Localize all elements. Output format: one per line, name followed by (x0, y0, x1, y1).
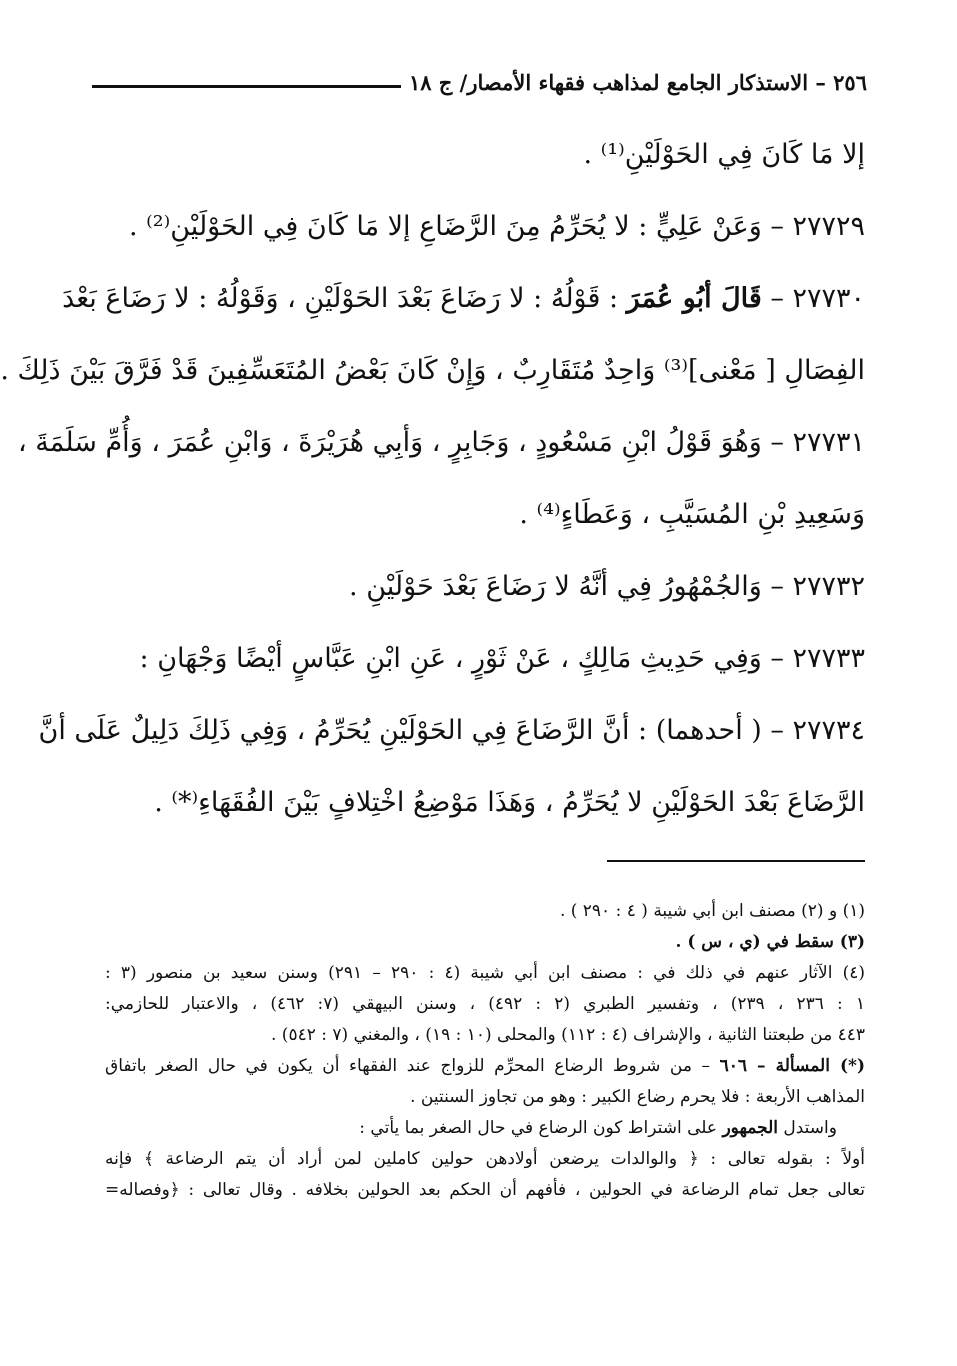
footnote-separator (607, 860, 865, 862)
paragraph-number: ٢٧٧٣٠ – (761, 283, 865, 314)
footnote-text: ٤٤٣ من طبعتنا الثانية ، والإشراف (٤ : ١١٢) والمحلى (١٠ : ١٩) ، والمغني (٧ : ٥٤٢) . (270, 1025, 865, 1045)
paragraph-27729 (105, 207, 865, 279)
footnote-text: تعالى جعل تمام الرضاعة في الحولين ، فأفهم أن الحكم بعد الحولين بخلافه . وقال تعالى : ﴿وفصاله= (105, 1180, 865, 1200)
footnote-4-line2 (105, 993, 865, 1024)
paragraph-27731 (17, 423, 865, 495)
footnote-text: (١) و (٢) مصنف ابن أبي شيبة ( ٤ : ٢٩٠ ) . (559, 901, 865, 921)
footnote-text: – من شروط الرضاع المحرِّم للزواج عند الفقهاء أن يكون في حال الصغر باتفاق (105, 1056, 720, 1076)
main-text (0, 135, 865, 855)
paragraph-number: ٢٧٧٣٢ – (761, 571, 865, 602)
footnote-text: واستدل (778, 1118, 837, 1138)
speaker-name: قَالَ أبُو عُمَرَ (626, 283, 762, 314)
page-header (92, 60, 867, 104)
paragraph-27733 (105, 639, 865, 711)
issue-number: (*) المسألة – ٦٠٦ (719, 1056, 865, 1076)
paragraph-text: وَالجُمْهُورُ فِي أنَّهُ لا رَضَاعَ بَعْدَ حَوْلَيْنِ . (349, 571, 762, 602)
footnote-star-line3 (105, 1117, 865, 1148)
paragraph-text: وَفِي حَدِيثِ مَالِكٍ ، عَنْ ثَوْرٍ ، عَنِ ابْنِ عَبَّاسٍ أيْضًا وَجْهَانِ : (139, 643, 762, 674)
header-title: ٢٥٦ – الاستذكار الجامع لمذاهب فقهاء الأمصار/ ج ١٨ (408, 69, 867, 95)
paragraph-text: ( أحدهما) : أنَّ الرَّضَاعَ فِي الحَوْلَيْنِ يُحَرِّمُ ، وَفِي ذَلِكَ دَلِيلٌ عَلَى أنَّ (38, 715, 762, 746)
footnote-4-line1 (105, 962, 865, 993)
paragraph-text: وَهُوَ قَوْلُ ابْنِ مَسْعُودٍ ، وَجَابِرٍ ، وَأبِي هُرَيْرَةَ ، وَابْنِ عُمَرَ ، وَأُمِّ سَلَمَةَ ، (17, 427, 762, 458)
footnote-star-line1 (105, 1055, 865, 1086)
paragraph-text: : قَوْلُهُ : لا رَضَاعَ بَعْدَ الحَوْلَيْنِ ، وَقَوْلُهُ : لا رَضَاعَ بَعْدَ (62, 283, 627, 314)
paragraph-text: الفِصَالِ [ مَعْنى]⁽³⁾ وَاحِدٌ مُتَقَارِبٌ ، وَإِنْ كَانَ بَعْضُ المُتَعَسِّفِينَ قَدْ فَرَّقَ بَيْنَ ذَلِكَ . (0, 355, 865, 386)
paragraph-27730-line2 (0, 351, 865, 423)
footnote-text: أولاً : بقوله تعالى : ﴿ والوالدات يرضعن أولادهن حولين كاملين لمن أراد أن يتم الرضاعة ﴾ فإنه (105, 1149, 865, 1169)
paragraph-text: وَسَعِيدِ بْنِ المُسَيَّبِ ، وَعَطَاءٍ⁽⁴⁾ . (519, 499, 865, 530)
continuation-text: إلا مَا كَانَ فِي الحَوْلَيْنِ⁽¹⁾ . (583, 139, 865, 170)
paragraph-number: ٢٧٧٣٣ – (761, 643, 865, 674)
paragraph-27734-line2 (105, 783, 865, 855)
footnote-text: (٣) سقط في (ي ، س ) . (675, 932, 865, 952)
paragraph-number: ٢٧٧٣١ – (761, 427, 865, 458)
footnote-text: المذاهب الأربعة : فلا يحرم رضاع الكبير : وهو من تجاوز السنتين . (410, 1087, 865, 1107)
paragraph-text: الرَّضَاعَ بَعْدَ الحَوْلَيْنِ لا يُحَرِّمُ ، وَهَذَا مَوْضِعُ اخْتِلافٍ بَيْنَ الفُقَهَاءِ⁽*⁾ . (154, 787, 865, 818)
footnote-text: على اشتراط كون الرضاع في حال الصغر بما يأتي : (359, 1118, 723, 1138)
footnote-emphasis: الجمهور (722, 1118, 778, 1138)
footnote-star-line2 (105, 1086, 865, 1117)
header-rule (92, 85, 401, 88)
footnote-star-line4 (105, 1148, 865, 1179)
paragraph-number: ٢٧٧٢٩ – (761, 211, 865, 242)
paragraph-number: ٢٧٧٣٤ – (761, 715, 865, 746)
footnote-text: (٤) الآثار عنهم في ذلك في : مصنف ابن أبي شيبة (٤ : ٢٩٠ – ٢٩١) وسنن سعيد بن منصور (٣ : (105, 963, 865, 983)
footnotes (105, 900, 865, 1210)
paragraph-text: وَعَنْ عَلِيٍّ : لا يُحَرِّمُ مِنَ الرَّضَاعِ إلا مَا كَانَ فِي الحَوْلَيْنِ⁽²⁾ . (128, 211, 762, 242)
text-line (105, 135, 865, 207)
paragraph-27732 (105, 567, 865, 639)
footnote-text: ١ : ٢٣٦ ، ٢٣٩) ، وتفسير الطبري (٢ : ٤٩٢) ، وسنن البيهقي (٧: ٤٦٢) ، والاعتبار للحازمي: (105, 994, 865, 1014)
footnote-3 (105, 931, 865, 962)
footnote-star-line5 (105, 1179, 865, 1210)
paragraph-27734 (38, 711, 865, 783)
footnote-4-line3 (105, 1024, 865, 1055)
paragraph-27730 (62, 279, 865, 351)
footnote-1-2 (105, 900, 865, 931)
paragraph-27731-line2 (105, 495, 865, 567)
